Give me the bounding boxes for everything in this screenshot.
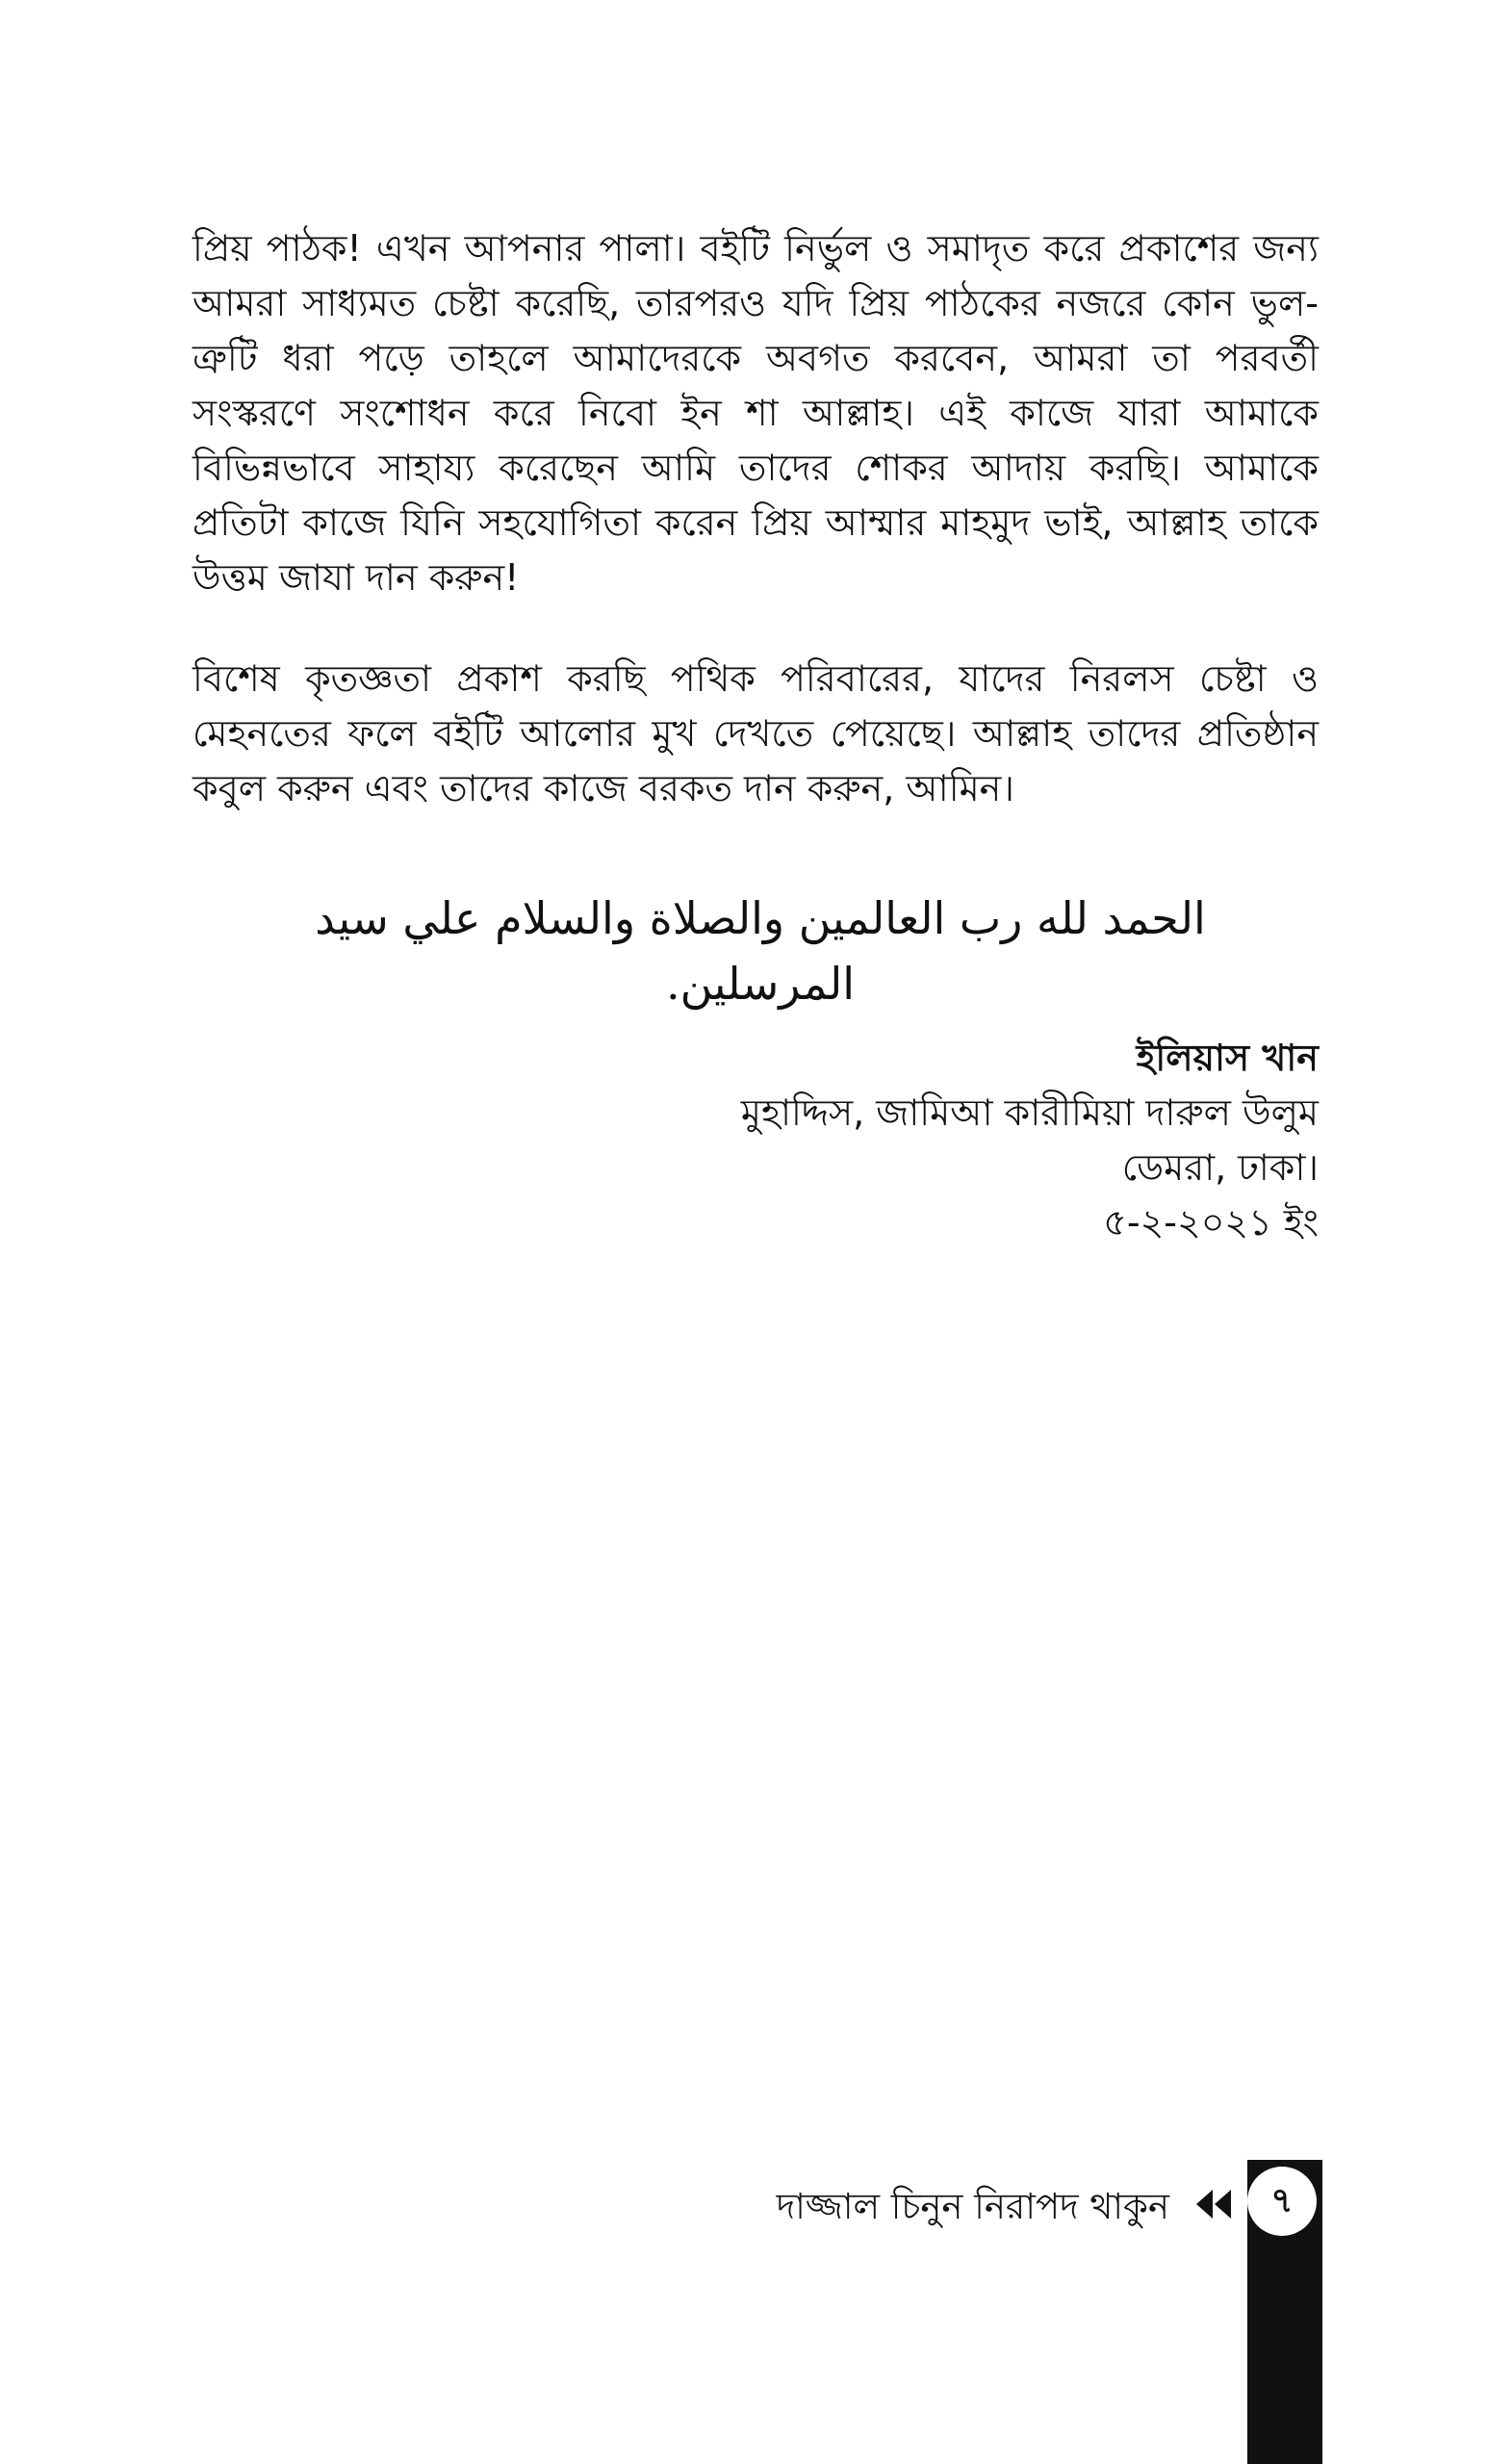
acknowledgement-paragraph-1: প্রিয় পাঠক! এখন আপনার পালা। বইটি নির্ভুল ও সমাদৃত করে প্রকাশের জন্য আমরা সাধ্যমত চেষ্টা করেছি, তারপরও যদি প্রিয় পাঠকের নজরে কোন ভুল-ত্রুটি ধরা পড়ে তাহলে আমাদেরকে অবগত করবেন, আমরা তা পরবর্তী সংস্করণে সংশোধন করে নিবো ইন শা আল্লাহ। এই কাজে যারা আমাকে বিভিন্নভাবে সাহায্য করেছেন আমি তাদের শোকর আদায় করছি। আমাকে প্রতিটা কাজে যিনি সহযোগিতা করেন প্রিয় আম্মার মাহমুদ ভাই, আল্লাহ তাকে উত্তম জাযা দান করুন! <box>192 227 1319 599</box>
author-location: ডেমরা, ঢাকা। <box>1121 1146 1319 1189</box>
page-number: ৭ <box>1247 2167 1317 2236</box>
signature-date: ৫-২-২০২১ ইং <box>1103 1201 1319 1244</box>
author-title: মুহাদ্দিস, জামিআ কারীমিয়া দারুল উলুম <box>740 1091 1319 1134</box>
footer-book-title: দাজ্জাল চিনুন নিরাপদ থাকুন <box>776 2186 1169 2227</box>
acknowledgement-paragraph-2: বিশেষ কৃতজ্ঞতা প্রকাশ করছি পথিক পরিবারের, যাদের নিরলস চেষ্টা ও মেহনতের ফলে বইটি আলোর মুখ দেখতে পেয়েছে। আল্লাহ তাদের প্রতিষ্ঠান কবুল করুন এবং তাদের কাজে বরকত দান করুন, আমিন। <box>192 657 1319 809</box>
author-signature <box>500 1031 1319 1250</box>
main-text-block <box>192 221 1319 816</box>
double-left-arrow-icon <box>1196 2190 1233 2219</box>
arabic-praise-line: الحمد لله رب العالمين والصلاة والسلام علي سيد المرسلين. <box>315 892 1206 1010</box>
author-name: ইলিয়াস খান <box>1136 1037 1319 1079</box>
